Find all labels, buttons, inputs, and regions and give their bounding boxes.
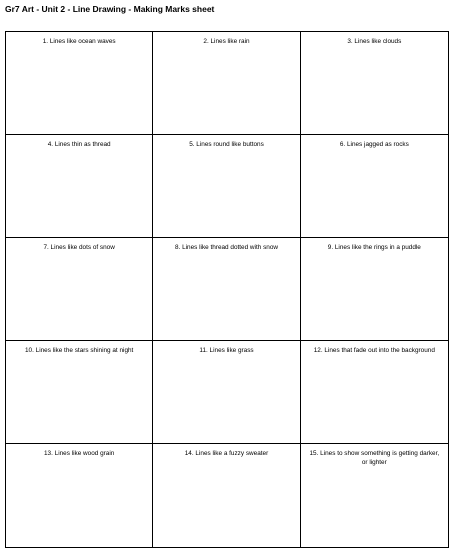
cell-label: 6. Lines jagged as rocks (339, 141, 409, 148)
drawing-cell-5[interactable] (153, 135, 300, 238)
cell-label: 5. Lines round like buttons (189, 141, 264, 148)
cell-label: 12. Lines that fade out into the background (313, 347, 435, 354)
cell-label: 11. Lines like grass (199, 347, 254, 354)
cell-label: 7. Lines like dots of snow (43, 244, 115, 251)
cell-label: 9. Lines like the rings in a puddle (327, 244, 421, 251)
drawing-cell-1[interactable] (6, 32, 153, 135)
drawing-cell-11[interactable] (153, 341, 300, 444)
cell-label: 4. Lines thin as thread (47, 141, 111, 148)
cell-label: 13. Lines like wood grain (43, 450, 115, 457)
cell-label: 1. Lines like ocean waves (42, 38, 116, 45)
drawing-cell-13[interactable] (6, 444, 153, 547)
drawing-cell-9[interactable] (301, 238, 448, 341)
cell-label: 10. Lines like the stars shining at night (24, 347, 134, 354)
drawing-cell-6[interactable] (301, 135, 448, 238)
drawing-cell-15[interactable] (301, 444, 448, 547)
cell-label: 3. Lines like clouds (347, 38, 402, 45)
sheet-title: Gr7 Art - Unit 2 - Line Drawing - Making Marks sheet (5, 4, 215, 14)
drawing-cell-10[interactable] (6, 341, 153, 444)
drawing-cell-3[interactable] (301, 32, 448, 135)
cell-label: 2. Lines like rain (203, 38, 250, 45)
cell-label: 15. Lines to show something is getting darker, or lighter (309, 450, 440, 466)
cell-label: 8. Lines like thread dotted with snow (174, 244, 278, 251)
drawing-cell-8[interactable] (153, 238, 300, 341)
marks-grid (5, 31, 449, 548)
drawing-cell-4[interactable] (6, 135, 153, 238)
drawing-cell-12[interactable] (301, 341, 448, 444)
drawing-cell-14[interactable] (153, 444, 300, 547)
drawing-cell-7[interactable] (6, 238, 153, 341)
cell-label: 14. Lines like a fuzzy sweater (184, 450, 269, 457)
drawing-cell-2[interactable] (153, 32, 300, 135)
